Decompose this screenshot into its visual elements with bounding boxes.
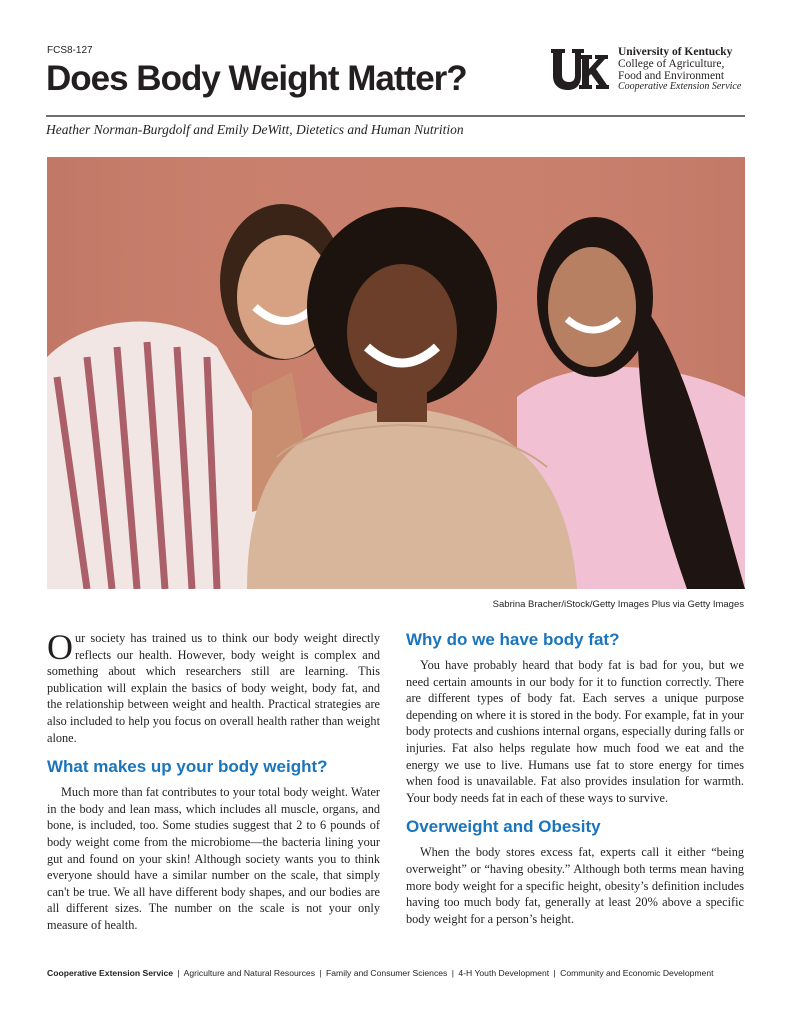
header-divider	[46, 115, 745, 117]
drop-cap: O	[47, 627, 73, 667]
intro-text: ur society has trained us to think our body weight directly reflects our health. However, body weight is complex and something about which researchers still are learning. This publication will explain the basics of body weight, body fat, and the relationship between weight and health. Practical strategies are also included to help you focus on overall health rather than weight alone.	[47, 631, 380, 745]
heading-body-fat: Why do we have body fat?	[406, 630, 620, 649]
body-weight-paragraph: Much more than fat contributes to your total body weight. Water in the body and lean mass, which includes all muscle, organs, and bone, is included, too. Some studies suggest that 2 to 6 pounds of body weight come from the microbiome—the bacteria lining your gut and found on your skin! Although society wants you to think everyone should have a similar number on the scale, that simply can't be true. We all have different body shapes, and our bodies are all different sizes. The number on the scale is not your only measure of health.	[47, 785, 380, 932]
photo-credit: Sabrina Bracher/iStock/Getty Images Plus via Getty Images	[492, 599, 744, 610]
footer-separator: |	[553, 968, 556, 978]
intro-paragraph	[47, 627, 380, 746]
left-column	[47, 627, 380, 934]
right-column	[406, 630, 744, 927]
footer-item: Family and Consumer Sciences	[326, 968, 448, 978]
institution-block	[618, 46, 741, 93]
heading-body-weight: What makes up your body weight?	[47, 757, 328, 777]
college-line-2: Food and Environment	[618, 70, 725, 83]
heading-overweight-obesity: Overweight and Obesity	[406, 817, 601, 837]
footer-separator: |	[177, 968, 180, 978]
overweight-paragraph: When the body stores excess fat, experts call it either “being overweight” or “having obesity.” Although both terms mean having more body weight for a specific height, obesity’s definition includes having too much body fat, generally at least 20% above a specific body weight for a person’s height.	[406, 845, 744, 926]
university-name: University of Kentucky	[618, 46, 733, 58]
authors-line: Heather Norman-Burgdolf and Emily DeWitt, Dietetics and Human Nutrition	[46, 122, 464, 137]
footer-separator: |	[451, 968, 454, 978]
uk-logo	[549, 47, 609, 93]
page-title: Does Body Weight Matter?	[46, 59, 467, 98]
publication-number: FCS8-127	[47, 45, 93, 56]
extension-service-label: Cooperative Extension Service	[618, 81, 742, 93]
footer-separator: |	[319, 968, 322, 978]
footer-item: Agriculture and Natural Resources	[183, 968, 315, 978]
footer-lead: Cooperative Extension Service	[47, 968, 174, 978]
college-line-1: College of Agriculture,	[618, 58, 725, 71]
hero-photo	[47, 157, 745, 589]
footer-program-areas	[47, 968, 713, 978]
body-fat-paragraph: You have probably heard that body fat is bad for you, but we need certain amounts in our body for it to function correctly. There are different types of body fat. Each serves a unique purpose depending on where it is stored in the body. For example, fat in your body protects and cushions internal organs, especially during falls or injuries. Fat also helps regulate how much food we eat and the energy we use to live. Humans use fat to store energy for times when food is unavailable. Fat also provides insulation for warmth. Your body needs fat in each of these ways to survive.	[406, 658, 744, 805]
footer-item: Community and Economic Development	[560, 968, 714, 978]
footer-item: 4-H Youth Development	[458, 968, 550, 978]
